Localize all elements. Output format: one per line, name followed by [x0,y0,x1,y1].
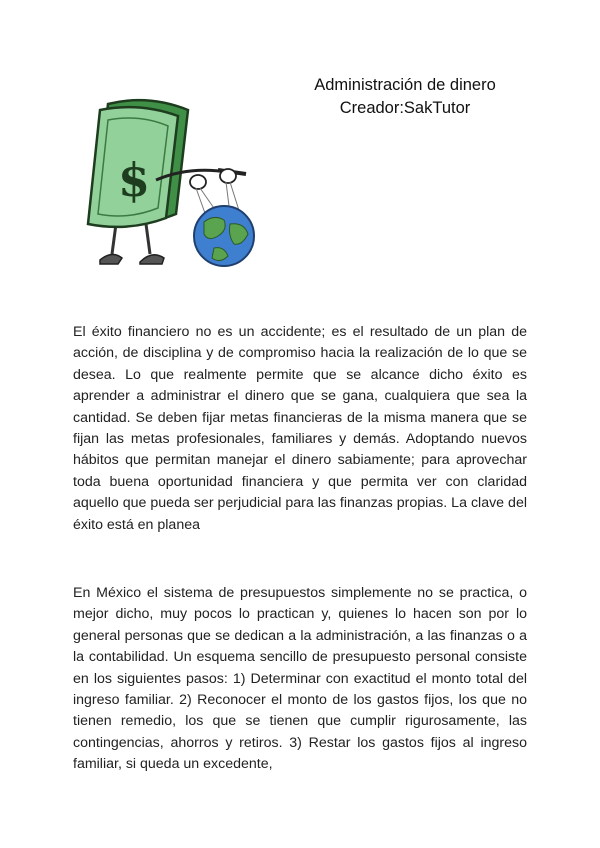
paragraph-2: En México el sistema de presupuestos simplemente no se practica, o mejor dicho, muy pocos lo practican y, quienes lo hacen son por lo general personas que se dedican a la administración, a las finanzas o a la contabilidad. Un esquema sencillo de presupuesto personal consiste en los siguientes pasos: 1) Determinar con exactitud el monto total del ingreso familiar. 2) Reconocer el monto de los gastos fijos, los que no tienen remedio, los que se tienen que cumplir rigurosamente, las contingencias, ahorros y retiros. 3) Restar los gastos fijos al ingreso familiar, si queda un excedente, [73,585,527,773]
document-title: Administración de dinero [314,76,496,94]
money-bill-with-globe-icon [78,96,274,274]
document-creator: Creador:SakTutor [339,99,471,117]
svg-text:$: $ [118,153,151,207]
title-block [270,74,540,120]
paragraph-1: El éxito financiero no es un accidente; es el resultado de un plan de acción, de disciplina y de compromiso hacia la realización de lo que se desea. Lo que realmente permite que se alcance dicho éxito es aprender a administrar el dinero que se gana, cualquiera que sea la cantidad. Se deben fijar metas financieras de la misma manera que se fijan las metas profesionales, familiares y demás. Adoptando nuevos hábitos que permitan manejar el dinero sabiamente; para aprovechar toda buena oportunidad financiera y que permita ver con claridad aquello que pueda ser perjudicial para las finanzas propias. La clave del éxito está en planea [73,324,527,533]
